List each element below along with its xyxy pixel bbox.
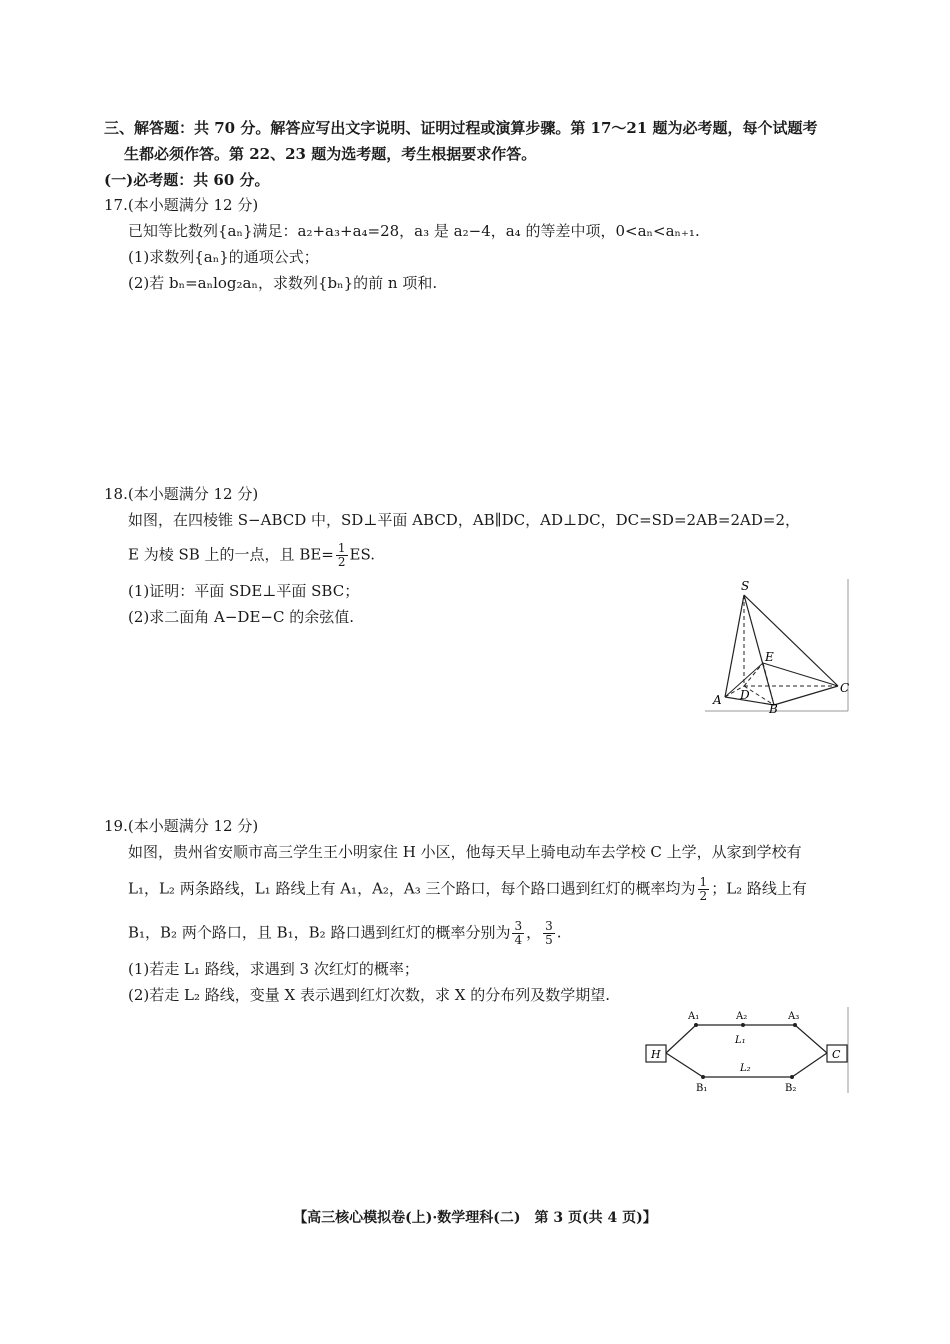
q19-f2-den: 4 [514, 933, 523, 947]
q17-stem: 已知等比数列{aₙ}满足：a₂+a₃+a₄=28，a₃ 是 a₂−4，a₄ 的等差中项，0<aₙ<aₙ₊₁. [128, 222, 700, 240]
q17-part1: (1)求数列{aₙ}的通项公式； [128, 248, 319, 266]
q18-stem-text-b: ES. [349, 545, 375, 564]
label-A2: A₂ [736, 1011, 748, 1022]
label-D: D [740, 688, 750, 702]
label-A3: A₃ [788, 1011, 800, 1022]
q18-part2: (2)求二面角 A−DE−C 的余弦值. [128, 608, 354, 626]
label-A: A [713, 693, 722, 707]
q17-heading: 17.(本小题满分 12 分) [104, 196, 259, 214]
q19-stem3-text-a: B₁，B₂ 两个路口，且 B₁，B₂ 路口遇到红灯的概率分别为 [128, 923, 511, 942]
q19-fraction-2 [512, 920, 524, 947]
q19-part2: (2)若走 L₂ 路线，变量 X 表示遇到红灯次数，求 X 的分布列及数学期望. [128, 986, 610, 1004]
label-S: S [741, 579, 750, 593]
q19-heading: 19.(本小题满分 12 分) [104, 817, 259, 835]
q19-stem-line1: 如图，贵州省安顺市高三学生王小明家住 H 小区，他每天早上骑电动车去学校 C 上学，从家到学校有 [128, 843, 802, 861]
q18-frac-num: 1 [337, 541, 346, 555]
pyramid-figure [705, 575, 853, 715]
q19-stem2-text-a: L₁，L₂ 两条路线，L₁ 路线上有 A₁，A₂，A₃ 三个路口，每个路口遇到红灯的概率均为 [128, 879, 696, 898]
q19-fraction-3 [543, 920, 555, 947]
q18-fraction [336, 542, 348, 569]
q19-f3-num: 3 [545, 919, 553, 933]
q18-part1: (1)证明：平面 SDE⊥平面 SBC； [128, 582, 360, 600]
q19-stem-line2 [128, 876, 807, 903]
q19-f2-num: 3 [514, 919, 523, 933]
q19-f3-den: 5 [545, 933, 553, 947]
section-instructions-line1: 三、解答题：共 70 分。解答应写出文字说明、证明过程或演算步骤。第 17～21 题为必考题，每个试题考 [104, 119, 818, 137]
label-C-school: C [832, 1048, 841, 1061]
section-instructions-line2: 生都必须作答。第 22、23 题为选考题，考生根据要求作答。 [124, 145, 537, 163]
label-L1: L₁ [735, 1035, 746, 1046]
q18-frac-den: 2 [337, 555, 346, 569]
label-B: B [769, 702, 778, 715]
q19-part1: (1)若走 L₁ 路线，求遇到 3 次红灯的概率； [128, 960, 419, 978]
q19-f1-den: 2 [699, 889, 708, 903]
page-footer: 【高三核心模拟卷(上)·数学理科(二) 第 3 页(共 4 页)】 [293, 1210, 657, 1226]
q19-stem-line3 [128, 920, 562, 947]
q19-f1-num: 1 [699, 875, 708, 889]
route-figure [640, 1005, 852, 1097]
label-B1: B₁ [696, 1083, 708, 1094]
q18-stem-line2 [128, 542, 375, 569]
q18-stem-text-a: E 为棱 SB 上的一点，且 BE= [128, 545, 334, 564]
label-L2: L₂ [740, 1063, 751, 1074]
q19-stem2-text-b: ；L₂ 路线上有 [711, 879, 807, 898]
section-subheading: (一)必考题：共 60 分。 [104, 171, 270, 189]
q19-fraction-1 [698, 876, 710, 903]
label-A1: A₁ [688, 1011, 700, 1022]
label-C: C [840, 681, 850, 695]
q19-stem3-text-b: . [556, 923, 562, 942]
q19-stem3-sep: ， [526, 923, 542, 942]
q17-part2: (2)若 bₙ=aₙlog₂aₙ，求数列{bₙ}的前 n 项和. [128, 274, 438, 292]
label-B2: B₂ [785, 1083, 797, 1094]
q18-stem-line1: 如图，在四棱锥 S−ABCD 中，SD⊥平面 ABCD，AB∥DC，AD⊥DC，DC=SD=2AB=2AD=2， [128, 511, 801, 529]
q18-heading: 18.(本小题满分 12 分) [104, 485, 259, 503]
label-E: E [765, 650, 774, 664]
label-H: H [651, 1048, 661, 1061]
